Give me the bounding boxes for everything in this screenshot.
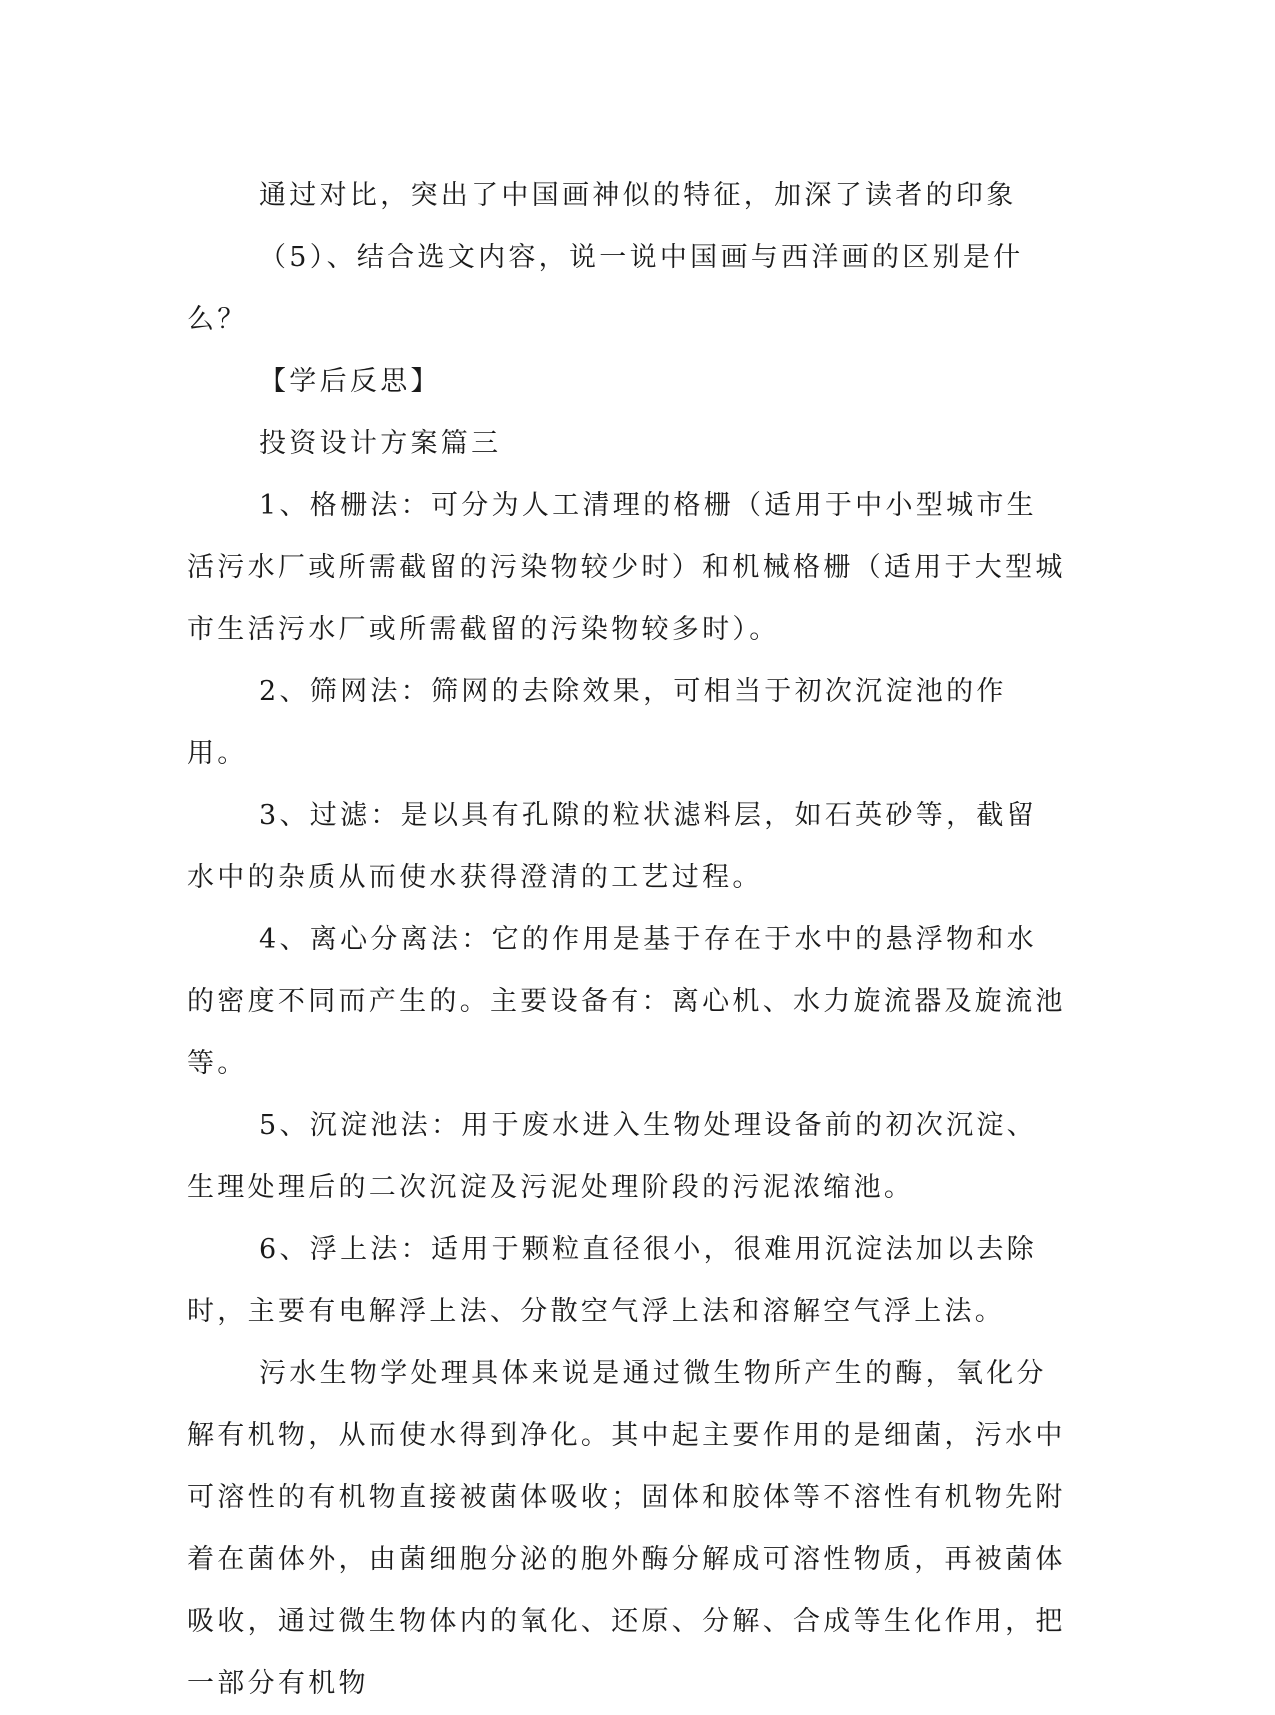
paragraph-grille-method: 1、格栅法：可分为人工清理的格栅（适用于中小型城市生活污水厂或所需截留的污染物较少时）和机械格栅（适用于大型城市生活污水厂或所需截留的污染物较多时）。	[187, 490, 1066, 645]
paragraph-centrifugal-separation: 4、离心分离法：它的作用是基于存在于水中的悬浮物和水的密度不同而产生的。主要设备有：离心机、水力旋流器及旋流池等。	[187, 924, 1066, 1079]
section-heading: 投资设计方案篇三	[259, 428, 502, 459]
paragraph-sedimentation-tank: 5、沉淀池法：用于废水进入生物处理设备前的初次沉淀、生理处理后的二次沉淀及污泥处理阶段的污泥浓缩池。	[187, 1110, 1037, 1203]
paragraph-flotation: 6、浮上法：适用于颗粒直径很小，很难用沉淀法加以去除时，主要有电解浮上法、分散空气浮上法和溶解空气浮上法。	[187, 1234, 1037, 1327]
document-body	[187, 165, 1067, 1715]
paragraph-contrast-conclusion: 通过对比，突出了中国画神似的特征，加深了读者的印象	[259, 180, 1017, 211]
paragraph-reflection-heading: 【学后反思】	[259, 366, 441, 397]
paragraph-question-5: （5）、结合选文内容，说一说中国画与西洋画的区别是什么？	[187, 242, 1024, 335]
paragraph-biological-treatment: 污水生物学处理具体来说是通过微生物所产生的酶，氧化分解有机物，从而使水得到净化。其中起主要作用的是细菌，污水中可溶性的有机物直接被菌体吸收；固体和胶体等不溶性有机物先附着在菌体外，由菌细胞分泌的胞外酶分解成可溶性物质，再被菌体吸收，通过微生物体内的氧化、还原、分解、合成等生化作用，把一部分有机物	[187, 1358, 1066, 1699]
paragraph-screen-method: 2、筛网法：筛网的去除效果，可相当于初次沉淀池的作用。	[187, 676, 1007, 769]
paragraph-filtration: 3、过滤：是以具有孔隙的粒状滤料层，如石英砂等，截留水中的杂质从而使水获得澄清的工艺过程。	[187, 800, 1037, 893]
